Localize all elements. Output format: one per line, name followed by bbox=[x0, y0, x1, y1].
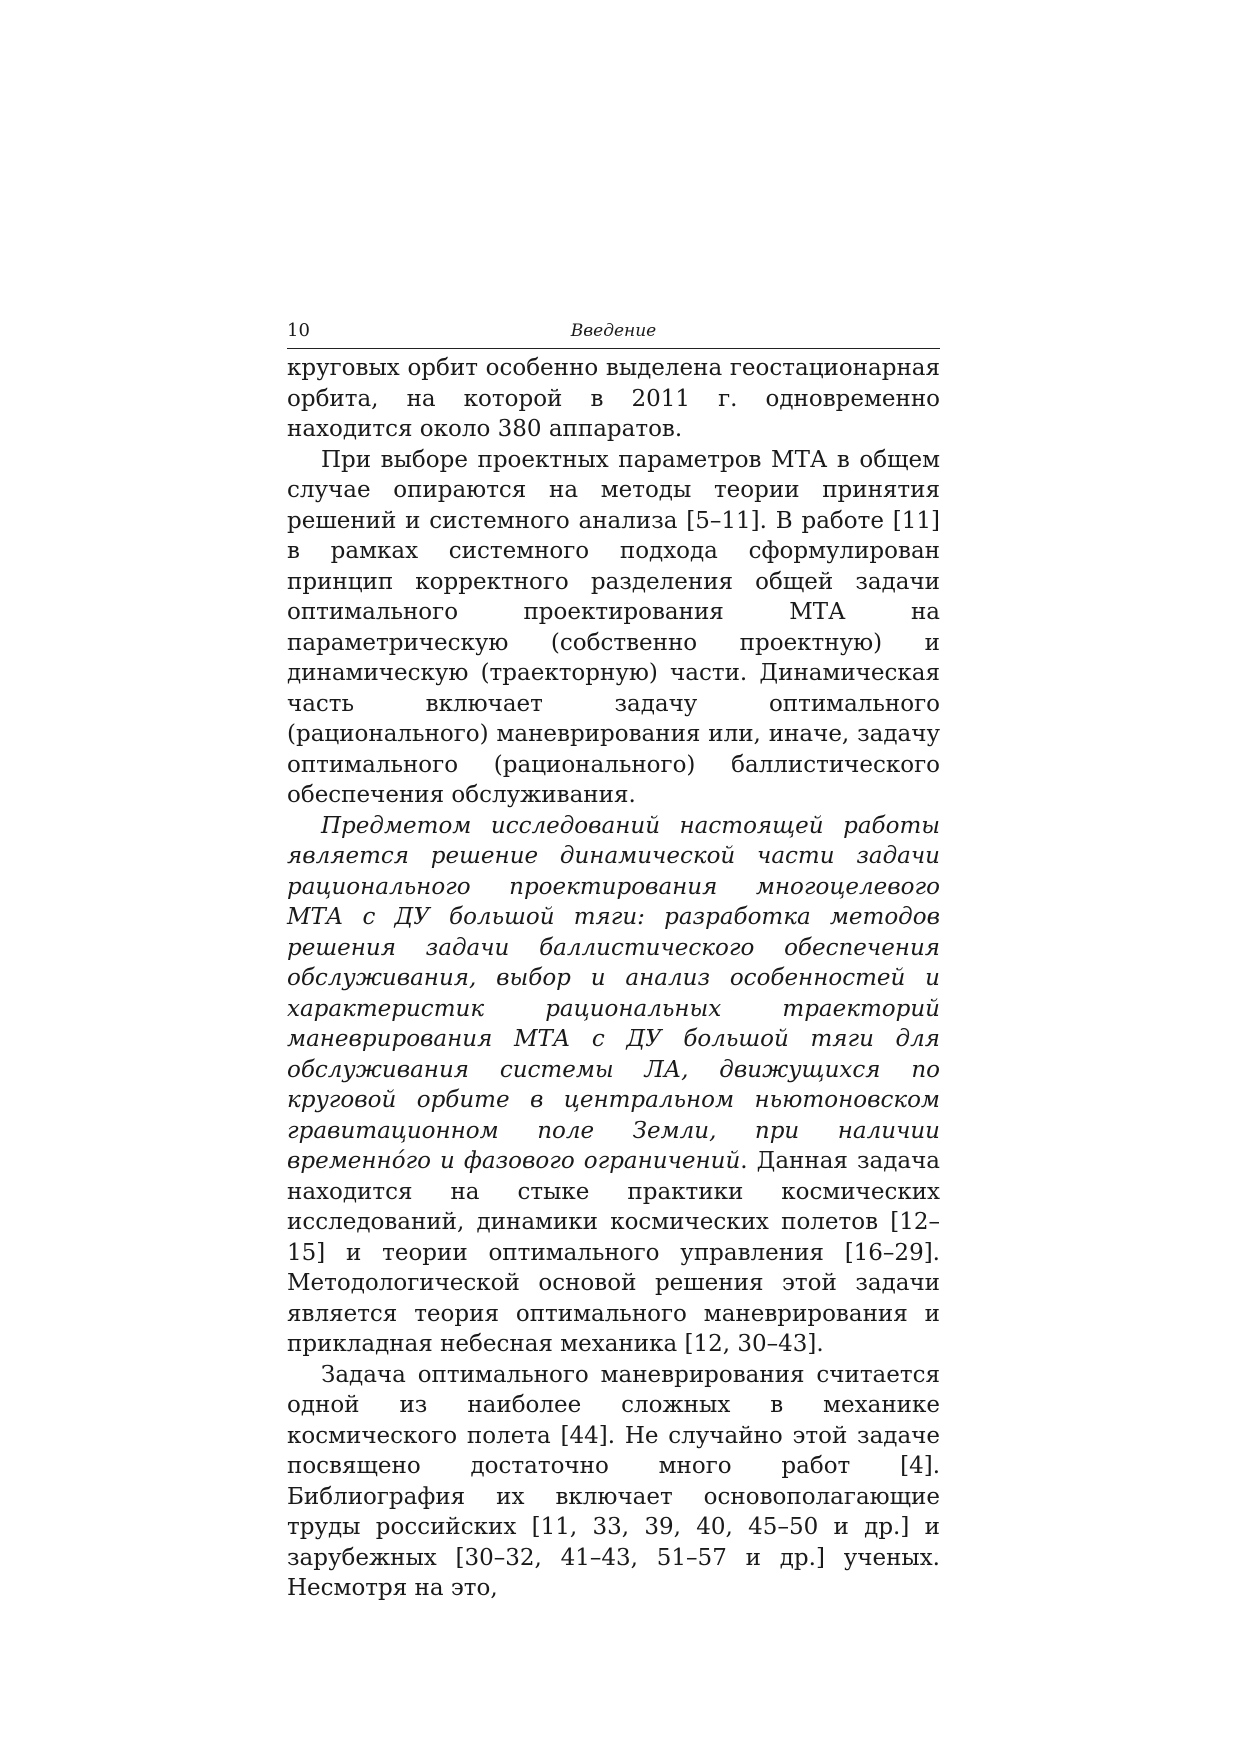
paragraph-1: круговых орбит особенно выделена геостационарная орбита, на которой в 2011 г. одновременно находится около 380 аппаратов. bbox=[287, 355, 940, 442]
paragraph-3 bbox=[287, 811, 940, 1360]
paragraph-3-rest: . Данная задача находится на стыке практики космических исследований, динамики космических полетов [12–15] и теории оптимального управления [16–29]. Методологической основой решения этой задачи является теория оптимального маневрирования и прикладная небесная механика [12, 30–43]. bbox=[287, 1148, 941, 1357]
running-head bbox=[287, 318, 940, 349]
book-page bbox=[287, 318, 940, 1604]
paragraph-2: При выборе проектных параметров МТА в общем случае опираются на методы теории принятия решений и системного анализа [5–11]. В работе [11] в рамках системного подхода сформулирован принцип корректного разделения общей задачи оптимального проектирования МТА на параметрическую (собственно проектную) и динамическую (траекторную) части. Динамическая часть включает задачу оптимального (рационального) маневрирования или, иначе, задачу оптимального (рационального) баллистического обеспечения обслуживания. bbox=[287, 446, 940, 808]
page-number: 10 bbox=[287, 320, 310, 341]
paragraph-4: Задача оптимального маневрирования считается одной из наиболее сложных в механике космического полета [44]. Не случайно этой задаче посвящено достаточно много работ [4]. Библиография их включает основополагающие труды российских [11, 33, 39, 40, 45–50 и др.] и зарубежных [30–32, 41–43, 51–57 и др.] ученых. Несмотря на это, bbox=[287, 1361, 940, 1601]
body-text bbox=[287, 353, 940, 1604]
paragraph-3-italic: Предметом исследований настоящей работы является решение динамической части задачи рационального проектирования многоцелевого МТА с ДУ большой тяги: разработка методов решения задачи баллистического обеспечения обслуживания, выбор и анализ особенностей и характеристик рациональных траекторий маневрирования МТА с ДУ большой тяги для обслуживания системы ЛА, движущихся по круговой орбите в центральном ньютоновском гравитационном поле Земли, при наличии временно́го и фазового ограничений bbox=[287, 812, 940, 1174]
section-title: Введение bbox=[570, 321, 657, 341]
